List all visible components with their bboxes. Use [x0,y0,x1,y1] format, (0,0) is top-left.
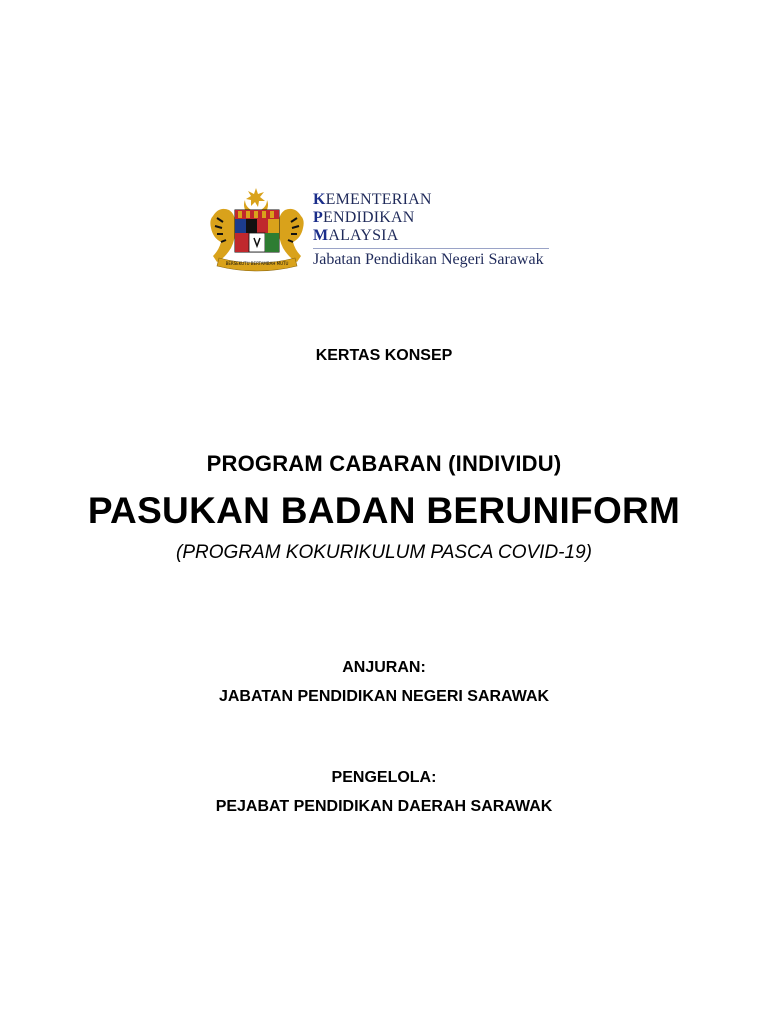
ministry-line-3: MALAYSIA [313,227,399,244]
document-type: KERTAS KONSEP [315,347,453,364]
ministry-line-2: PENDIDIKAN [313,209,415,226]
ministry-logo [205,186,555,272]
malaysia-coat-of-arms-icon [205,186,309,272]
crest-motto: BERSEKUTU BERTAMBAH MUTU [225,261,289,266]
subtitle: (PROGRAM KOKURIKULUM PASCA COVID-19) [176,542,592,563]
ministry-line-1: KEMENTERIAN [313,191,432,208]
manager-value: PEJABAT PENDIDIKAN DAERAH SARAWAK [215,798,553,815]
department-name: Jabatan Pendidikan Negeri Sarawak [313,251,544,268]
organizer-label: ANJURAN: [342,659,426,676]
program-line: PROGRAM CABARAN (INDIVIDU) [206,451,562,476]
main-title: PASUKAN BADAN BERUNIFORM [87,490,681,531]
organizer-value: JABATAN PENDIDIKAN NEGERI SARAWAK [218,688,550,705]
ministry-divider [313,248,549,249]
manager-label: PENGELOLA: [331,769,437,786]
ministry-name [313,191,553,269]
